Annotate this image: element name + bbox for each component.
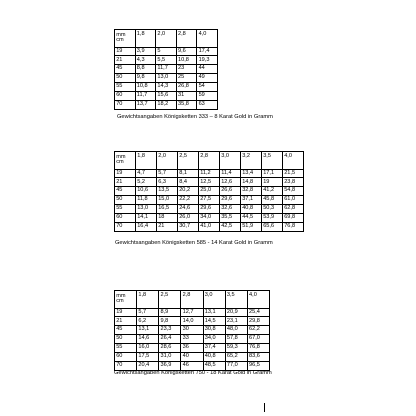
weight-cell: 67,0 bbox=[247, 335, 269, 344]
weight-cell: 23,8 bbox=[283, 178, 304, 187]
table-row bbox=[115, 100, 218, 109]
weight-cell: 50,3 bbox=[262, 205, 283, 214]
weight-cell: 31,0 bbox=[159, 352, 181, 361]
weight-cell: 13,0 bbox=[136, 205, 157, 214]
length-cell: 21 bbox=[115, 178, 136, 187]
table-row bbox=[115, 169, 304, 178]
weight-cell: 10,8 bbox=[176, 56, 197, 65]
table-row bbox=[115, 196, 304, 205]
weight-cell: 61,0 bbox=[283, 196, 304, 205]
length-cell: 21 bbox=[115, 56, 136, 65]
thickness-header-cell: 2,8 bbox=[199, 152, 220, 170]
weight-cell: 96,5 bbox=[247, 361, 269, 370]
weight-cell: 14,1 bbox=[136, 213, 157, 222]
weight-table-333 bbox=[114, 29, 218, 110]
weight-cell: 10,6 bbox=[136, 187, 157, 196]
weight-cell: 14,5 bbox=[203, 317, 225, 326]
thickness-header-cell: 2,5 bbox=[159, 291, 181, 309]
weight-cell: 77,0 bbox=[225, 361, 247, 370]
table-row bbox=[115, 344, 270, 353]
weight-cell: 34,0 bbox=[203, 335, 225, 344]
thickness-header-cell: 3,5 bbox=[262, 152, 283, 170]
unit-header-cell: mm cm bbox=[115, 30, 136, 48]
weight-cell: 40,8 bbox=[241, 205, 262, 214]
table-header-row bbox=[115, 291, 270, 309]
weight-cell: 44,5 bbox=[241, 213, 262, 222]
weight-cell: 20,9 bbox=[225, 308, 247, 317]
weight-cell: 65,6 bbox=[262, 222, 283, 231]
table-row bbox=[115, 326, 270, 335]
length-cell: 19 bbox=[115, 169, 136, 178]
weight-cell: 19 bbox=[262, 178, 283, 187]
weight-cell: 5,7 bbox=[137, 308, 159, 317]
weight-cell: 13,5 bbox=[157, 187, 178, 196]
weight-cell: 33 bbox=[181, 335, 203, 344]
thickness-header-cell: 3,0 bbox=[203, 291, 225, 309]
weight-cell: 9,8 bbox=[135, 74, 156, 83]
weight-cell: 63 bbox=[197, 100, 218, 109]
length-cell: 50 bbox=[115, 196, 136, 205]
weight-cell: 29,6 bbox=[220, 196, 241, 205]
weight-cell: 18 bbox=[157, 213, 178, 222]
unit-header-cell: mm cm bbox=[115, 291, 137, 309]
weight-cell: 13,1 bbox=[203, 308, 225, 317]
weight-cell: 23 bbox=[176, 65, 197, 74]
weight-cell: 8,4 bbox=[178, 178, 199, 187]
table-row bbox=[115, 308, 270, 317]
weight-cell: 26,4 bbox=[159, 335, 181, 344]
weight-cell: 28,6 bbox=[159, 344, 181, 353]
weight-cell: 51,9 bbox=[241, 222, 262, 231]
weight-cell: 35,8 bbox=[176, 100, 197, 109]
length-cell: 70 bbox=[115, 222, 136, 231]
text-cursor bbox=[264, 403, 265, 412]
table-row bbox=[115, 213, 304, 222]
weight-cell: 34,0 bbox=[199, 213, 220, 222]
weight-cell: 8,9 bbox=[159, 308, 181, 317]
length-cell: 45 bbox=[115, 187, 136, 196]
caption-585: Gewichtsangaben Königsketten 585 - 14 Karat Gold in Gramm bbox=[115, 240, 273, 246]
length-cell: 21 bbox=[115, 317, 137, 326]
weight-cell: 25,4 bbox=[247, 308, 269, 317]
length-cell: 19 bbox=[115, 308, 137, 317]
weight-cell: 11,7 bbox=[135, 91, 156, 100]
weight-cell: 41,2 bbox=[262, 187, 283, 196]
weight-cell: 14,0 bbox=[181, 317, 203, 326]
weight-cell: 49 bbox=[197, 74, 218, 83]
weight-cell: 59 bbox=[197, 91, 218, 100]
unit-header-cell: mm cm bbox=[115, 152, 136, 170]
weight-cell: 31 bbox=[176, 91, 197, 100]
weight-cell: 13,7 bbox=[135, 100, 156, 109]
weight-cell: 20,4 bbox=[137, 361, 159, 370]
thickness-header-cell: 4,0 bbox=[247, 291, 269, 309]
caption-750: Gewichtsangaben Königsketten 750 - 18 Karat Gold in Gramm bbox=[114, 370, 272, 376]
weight-cell: 8,8 bbox=[135, 65, 156, 74]
weight-cell: 17,1 bbox=[262, 169, 283, 178]
weight-cell: 5,2 bbox=[136, 178, 157, 187]
weight-cell: 14,3 bbox=[156, 83, 177, 92]
weight-cell: 29,6 bbox=[199, 205, 220, 214]
weight-cell: 42,5 bbox=[220, 222, 241, 231]
length-cell: 45 bbox=[115, 326, 137, 335]
weight-cell: 30,8 bbox=[203, 326, 225, 335]
weight-cell: 76,8 bbox=[247, 344, 269, 353]
weight-cell: 11,4 bbox=[220, 169, 241, 178]
weight-cell: 16,4 bbox=[136, 222, 157, 231]
weight-cell: 14,8 bbox=[241, 178, 262, 187]
weight-cell: 9,6 bbox=[176, 47, 197, 56]
table-row bbox=[115, 74, 218, 83]
weight-cell: 44 bbox=[197, 65, 218, 74]
length-cell: 60 bbox=[115, 213, 136, 222]
weight-cell: 6,2 bbox=[137, 317, 159, 326]
weight-cell: 12,7 bbox=[181, 308, 203, 317]
thickness-header-cell: 2,8 bbox=[181, 291, 203, 309]
weight-cell: 10,8 bbox=[135, 83, 156, 92]
weight-table-750 bbox=[114, 290, 270, 371]
table-row bbox=[115, 65, 218, 74]
weight-cell: 27,5 bbox=[199, 196, 220, 205]
weight-cell: 15,0 bbox=[157, 196, 178, 205]
weight-cell: 48,0 bbox=[225, 326, 247, 335]
weight-cell: 19,3 bbox=[197, 56, 218, 65]
weight-cell: 69,8 bbox=[283, 213, 304, 222]
length-cell: 60 bbox=[115, 352, 137, 361]
weight-cell: 8,1 bbox=[178, 169, 199, 178]
table-row bbox=[115, 56, 218, 65]
weight-cell: 37,4 bbox=[203, 344, 225, 353]
table-row bbox=[115, 47, 218, 56]
weight-cell: 4,7 bbox=[136, 169, 157, 178]
weight-cell: 18,2 bbox=[156, 100, 177, 109]
weight-cell: 62,2 bbox=[247, 326, 269, 335]
length-cell: 19 bbox=[115, 47, 136, 56]
weight-cell: 25,0 bbox=[199, 187, 220, 196]
table-row bbox=[115, 335, 270, 344]
table-row bbox=[115, 178, 304, 187]
table-row bbox=[115, 222, 304, 231]
weight-cell: 37,1 bbox=[241, 196, 262, 205]
weight-cell: 54,8 bbox=[283, 187, 304, 196]
weight-cell: 6,3 bbox=[157, 178, 178, 187]
weight-cell: 30,7 bbox=[178, 222, 199, 231]
weight-cell: 48,5 bbox=[203, 361, 225, 370]
weight-cell: 40 bbox=[181, 352, 203, 361]
weight-cell: 45,8 bbox=[262, 196, 283, 205]
weight-cell: 5 bbox=[156, 47, 177, 56]
weight-cell: 62,8 bbox=[283, 205, 304, 214]
weight-cell: 20,2 bbox=[178, 187, 199, 196]
weight-cell: 21 bbox=[157, 222, 178, 231]
length-cell: 55 bbox=[115, 344, 137, 353]
weight-cell: 12,5 bbox=[199, 178, 220, 187]
weight-cell: 13,1 bbox=[137, 326, 159, 335]
weight-cell: 30 bbox=[181, 326, 203, 335]
weight-cell: 29,8 bbox=[247, 317, 269, 326]
weight-cell: 57,8 bbox=[225, 335, 247, 344]
weight-cell: 24,6 bbox=[178, 205, 199, 214]
weight-cell: 15,6 bbox=[156, 91, 177, 100]
thickness-header-cell: 3,0 bbox=[220, 152, 241, 170]
weight-cell: 36,9 bbox=[159, 361, 181, 370]
weight-cell: 13,0 bbox=[156, 74, 177, 83]
weight-cell: 36 bbox=[181, 344, 203, 353]
thickness-header-cell: 1,8 bbox=[136, 152, 157, 170]
thickness-header-cell: 4,0 bbox=[197, 30, 218, 48]
table-row bbox=[115, 205, 304, 214]
table-row bbox=[115, 83, 218, 92]
weight-cell: 17,4 bbox=[197, 47, 218, 56]
length-cell: 45 bbox=[115, 65, 136, 74]
weight-cell: 32,8 bbox=[241, 187, 262, 196]
weight-cell: 11,2 bbox=[199, 169, 220, 178]
table-header-row bbox=[115, 152, 304, 170]
length-cell: 50 bbox=[115, 74, 136, 83]
length-cell: 70 bbox=[115, 100, 136, 109]
weight-cell: 14,6 bbox=[137, 335, 159, 344]
length-cell: 60 bbox=[115, 91, 136, 100]
weight-cell: 22,2 bbox=[178, 196, 199, 205]
weight-cell: 5,5 bbox=[156, 56, 177, 65]
weight-cell: 59,3 bbox=[225, 344, 247, 353]
table-row bbox=[115, 352, 270, 361]
weight-cell: 26,6 bbox=[220, 187, 241, 196]
table-row bbox=[115, 361, 270, 370]
table-row bbox=[115, 317, 270, 326]
weight-cell: 53,9 bbox=[262, 213, 283, 222]
weight-cell: 3,9 bbox=[135, 47, 156, 56]
weight-cell: 13,4 bbox=[241, 169, 262, 178]
thickness-header-cell: 2,5 bbox=[178, 152, 199, 170]
weight-cell: 35,5 bbox=[220, 213, 241, 222]
weight-cell: 26,0 bbox=[178, 213, 199, 222]
weight-cell: 23,3 bbox=[159, 326, 181, 335]
thickness-header-cell: 3,2 bbox=[241, 152, 262, 170]
weight-cell: 16,0 bbox=[137, 344, 159, 353]
weight-cell: 11,8 bbox=[136, 196, 157, 205]
table-row bbox=[115, 187, 304, 196]
thickness-header-cell: 2,8 bbox=[176, 30, 197, 48]
weight-cell: 65,2 bbox=[225, 352, 247, 361]
weight-cell: 32,6 bbox=[220, 205, 241, 214]
length-cell: 50 bbox=[115, 335, 137, 344]
weight-cell: 54 bbox=[197, 83, 218, 92]
thickness-header-cell: 1,8 bbox=[135, 30, 156, 48]
length-cell: 70 bbox=[115, 361, 137, 370]
weight-cell: 76,8 bbox=[283, 222, 304, 231]
weight-cell: 23,1 bbox=[225, 317, 247, 326]
length-cell: 55 bbox=[115, 83, 136, 92]
weight-cell: 41,0 bbox=[199, 222, 220, 231]
weight-cell: 4,3 bbox=[135, 56, 156, 65]
weight-cell: 12,6 bbox=[220, 178, 241, 187]
weight-cell: 46 bbox=[181, 361, 203, 370]
weight-cell: 11,7 bbox=[156, 65, 177, 74]
table-header-row bbox=[115, 30, 218, 48]
thickness-header-cell: 2,0 bbox=[156, 30, 177, 48]
thickness-header-cell: 3,5 bbox=[225, 291, 247, 309]
weight-cell: 25 bbox=[176, 74, 197, 83]
table-row bbox=[115, 91, 218, 100]
length-cell: 55 bbox=[115, 205, 136, 214]
weight-cell: 83,6 bbox=[247, 352, 269, 361]
weight-cell: 21,5 bbox=[283, 169, 304, 178]
weight-cell: 40,8 bbox=[203, 352, 225, 361]
weight-cell: 5,7 bbox=[157, 169, 178, 178]
weight-cell: 16,5 bbox=[157, 205, 178, 214]
thickness-header-cell: 2,0 bbox=[157, 152, 178, 170]
thickness-header-cell: 4,0 bbox=[283, 152, 304, 170]
weight-cell: 9,8 bbox=[159, 317, 181, 326]
thickness-header-cell: 1,8 bbox=[137, 291, 159, 309]
caption-333: Gewichtsangaben Königsketten 333 – 8 Karat Gold in Gramm bbox=[117, 114, 273, 120]
weight-table-585 bbox=[114, 151, 304, 232]
weight-cell: 17,5 bbox=[137, 352, 159, 361]
weight-cell: 26,8 bbox=[176, 83, 197, 92]
